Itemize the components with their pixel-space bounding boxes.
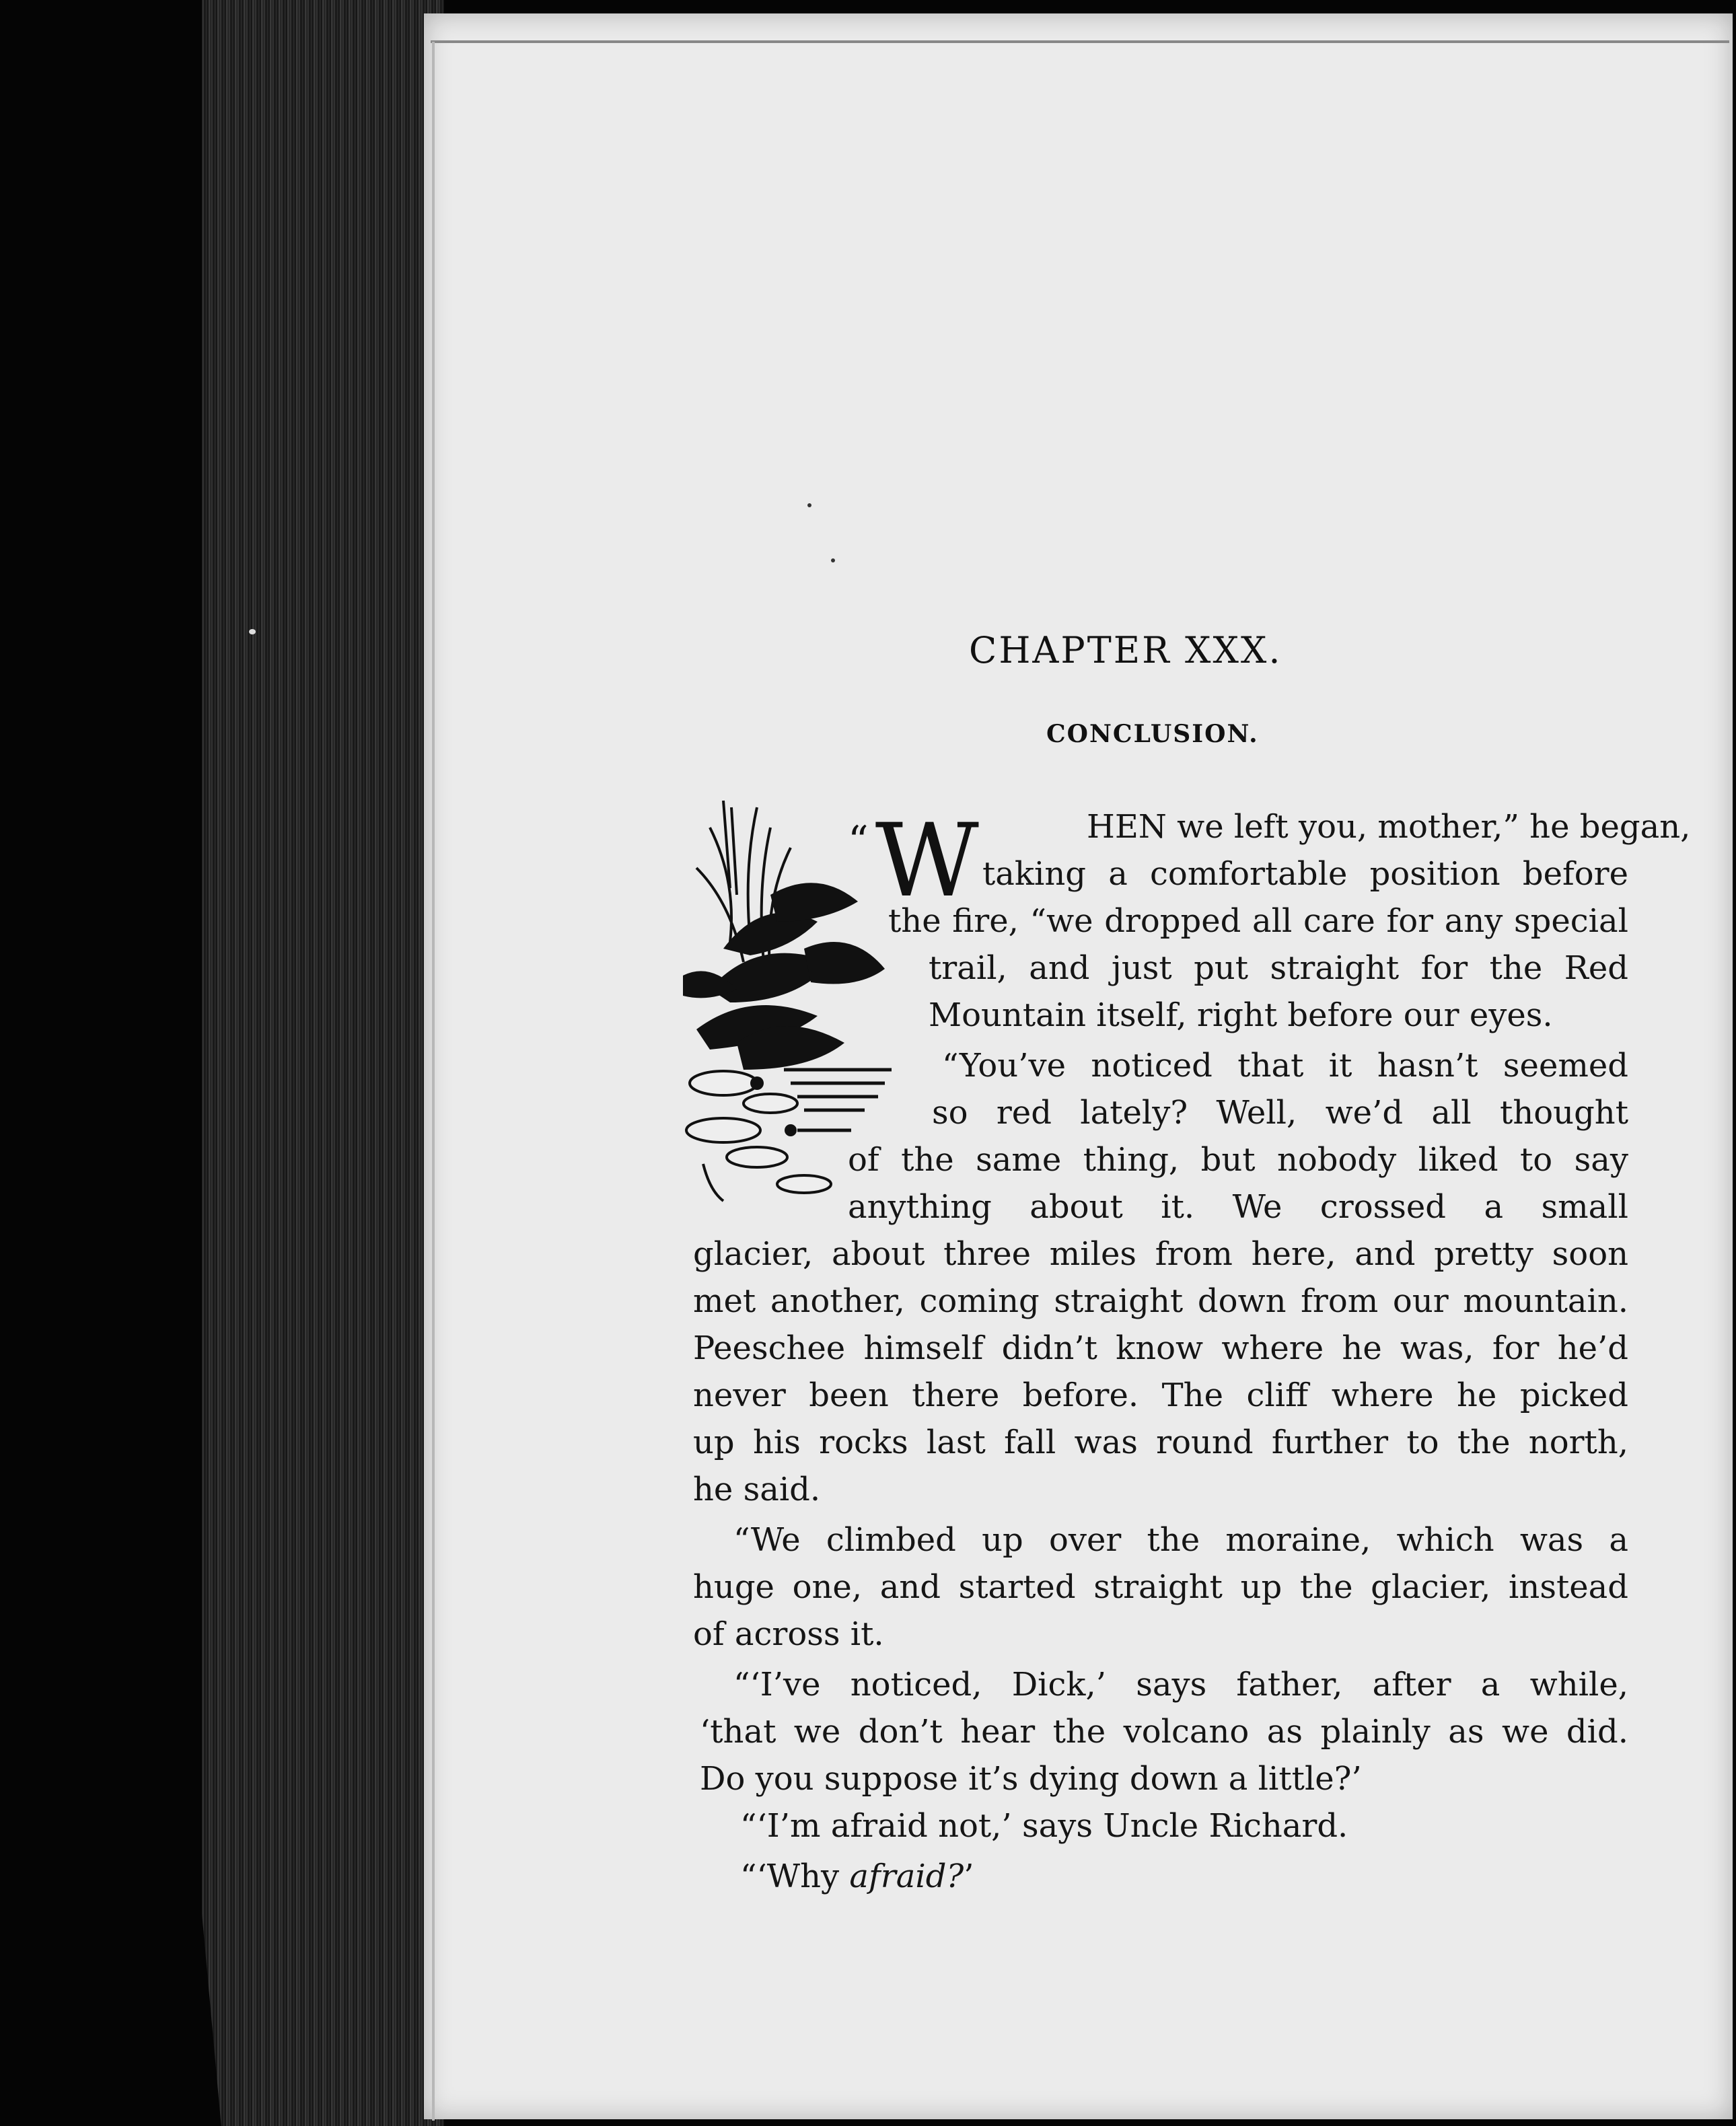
- text-italic-afraid: afraid?: [849, 1858, 964, 1895]
- chapter-title: CHAPTER XXX.: [969, 629, 1282, 671]
- text-line: trail, and just put straight for the Red: [929, 949, 1628, 987]
- text-line: Mountain itself, right before our eyes.: [929, 996, 1553, 1034]
- text-line: never been there before. The cliff where he picked: [693, 1377, 1628, 1414]
- text-line: “‘I’m afraid not,’ says Uncle Richard.: [740, 1807, 1348, 1845]
- scan-speck: [249, 629, 256, 634]
- text-line: met another, coming straight down from our mountain.: [693, 1282, 1628, 1320]
- text-line: Do you suppose it’s dying down a little?’: [700, 1760, 1362, 1798]
- text-line: the fire, “we dropped all care for any special: [888, 902, 1628, 940]
- scan-speck: [807, 503, 811, 507]
- text-line: Peeschee himself didn’t know where he was, for he’d: [693, 1329, 1628, 1367]
- page-gutter-edge: [432, 42, 435, 2121]
- text-line: HEN we left you, mother,” he began,: [1087, 808, 1691, 846]
- text-line: of across it.: [693, 1615, 884, 1653]
- text-line: glacier, about three miles from here, and pretty soon: [693, 1235, 1628, 1273]
- text-line-last-start: “‘Why: [740, 1858, 850, 1895]
- text-line: anything about it. We crossed a small: [848, 1188, 1628, 1226]
- text-line: up his rocks last fall was round further to the north,: [693, 1424, 1628, 1461]
- text-line: “You’ve noticed that it hasn’t seemed: [942, 1047, 1628, 1085]
- drop-cap: [848, 803, 999, 920]
- text-line-last: [740, 1860, 974, 1893]
- text-line: he said.: [693, 1471, 821, 1508]
- text-line: “‘I’ve noticed, Dick,’ says father, after a while,: [733, 1666, 1628, 1703]
- text-line: ‘that we don’t hear the volcano as plainly as we did.: [700, 1713, 1628, 1751]
- scan-speck: [831, 558, 835, 562]
- page-top-edge: [431, 40, 1729, 43]
- text-line: so red lately? Well, we’d all thought: [932, 1094, 1628, 1132]
- chapter-subtitle: CONCLUSION.: [1046, 720, 1259, 748]
- text-line: taking a comfortable position before: [982, 855, 1628, 893]
- text-line: of the same thing, but nobody liked to say: [848, 1141, 1628, 1179]
- drop-cap-quote: “: [848, 817, 869, 865]
- drop-cap-letter: W: [875, 803, 979, 920]
- text-line: “We climbed up over the moraine, which was a: [733, 1521, 1628, 1559]
- text-line: huge one, and started straight up the glacier, instead: [693, 1568, 1628, 1606]
- book-page-edges: [202, 0, 444, 2126]
- text-line-last-close: ’: [964, 1858, 974, 1895]
